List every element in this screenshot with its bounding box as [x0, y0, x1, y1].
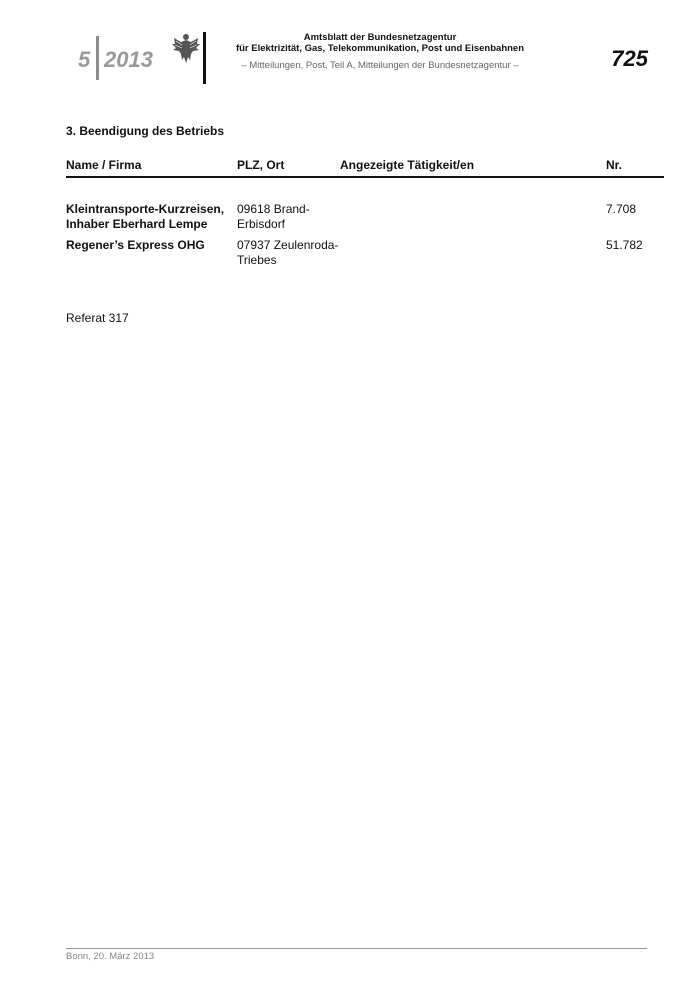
name-line: Kleintransporte-Kurzreisen, [66, 202, 225, 216]
plz-line: Triebes [237, 253, 277, 267]
table-header-rule [66, 176, 664, 178]
logo-bar [203, 32, 206, 84]
gazette-title: Amtsblatt der Bundesnetzagentur [303, 32, 457, 43]
name-line: Inhaber Eberhard Lempe [66, 217, 208, 231]
table-row-name [66, 202, 231, 232]
table-row-nr: 7.708 [606, 202, 637, 216]
plz-line: Erbisdorf [237, 217, 286, 231]
federal-eagle-icon [170, 32, 202, 66]
table-row-name [66, 238, 231, 253]
plz-line: 07937 Zeulenroda- [237, 238, 339, 252]
column-header-plz: PLZ, Ort [237, 158, 285, 172]
referat-note: Referat 317 [66, 311, 129, 325]
page-number: 725 [611, 46, 648, 71]
column-header-nr: Nr. [606, 158, 623, 172]
footer-date: Bonn, 20. März 2013 [66, 951, 155, 962]
section-heading: 3. Beendigung des Betriebs [66, 124, 225, 138]
plz-line: 09618 Brand- [237, 202, 310, 216]
issue-year: 2013 [104, 47, 153, 72]
issue-number: 5 [78, 47, 91, 72]
footer-rule [66, 948, 647, 949]
gazette-title-line2: für Elektrizität, Gas, Telekommunikation, Post und Eisenbahnen [235, 43, 525, 54]
column-header-activity: Angezeigte Tätigkeit/en [340, 158, 475, 172]
table-row-plz [237, 202, 342, 232]
gazette-subtitle: – Mitteilungen, Post, Teil A, Mitteilungen der Bundesnetzagentur – [241, 60, 519, 71]
name-line: Regener’s Express OHG [66, 238, 205, 252]
table-row-nr: 51.782 [606, 238, 643, 252]
table-row-plz [237, 238, 342, 268]
column-header-name: Name / Firma [66, 158, 142, 172]
issue-separator [96, 36, 99, 80]
